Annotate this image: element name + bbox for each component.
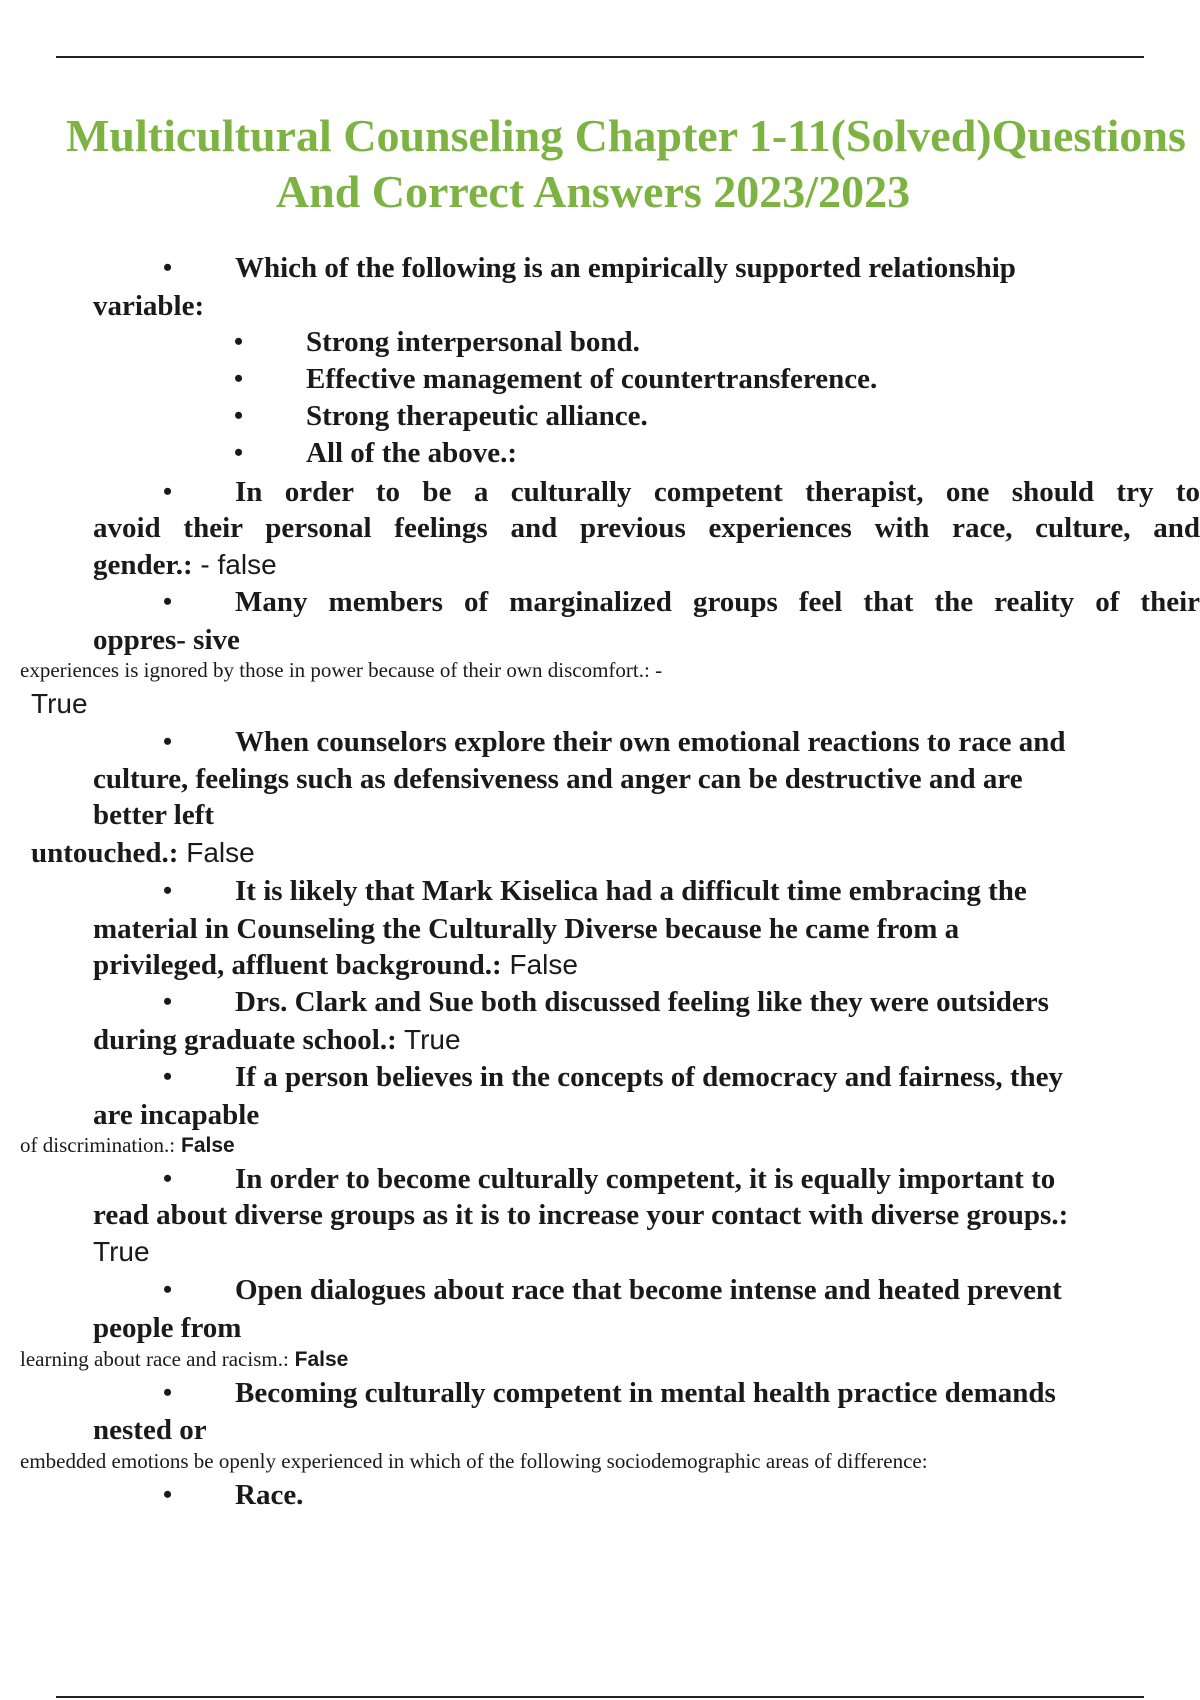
bullet-icon: • (163, 987, 173, 1016)
q6-answer: True (396, 1024, 461, 1055)
bullet-icon: • (163, 1164, 173, 1193)
top-rule (56, 56, 1144, 58)
bullet-icon: • (163, 587, 173, 616)
q5-answer: False (501, 949, 578, 980)
q8-answer: True (93, 1236, 150, 1267)
q1-line-2: variable: (93, 290, 205, 322)
q1-line-1: Which of the following is an empirically supported relationship (235, 252, 1016, 284)
q10-line-2: nested or (93, 1414, 207, 1446)
q4-line-4-text: untouched.: (31, 837, 179, 869)
q9-answer: False (288, 1348, 349, 1371)
q2-line-2: avoid their personal feelings and previous experiences with race, culture, and (93, 512, 1200, 544)
q10-line-3: embedded emotions be openly experienced in which of the following sociodemographic areas of difference: (20, 1449, 928, 1473)
q1-option-2: Effective management of countertransference. (306, 363, 878, 395)
q6-line-1: Drs. Clark and Sue both discussed feeling like they were outsiders (235, 986, 1049, 1018)
q9-line-1: Open dialogues about race that become intense and heated prevent (235, 1274, 1062, 1306)
q7-line-2: are incapable (93, 1099, 260, 1131)
bullet-icon: • (163, 1275, 173, 1304)
q7-line-3 (20, 1132, 235, 1159)
q5-line-2: material in Counseling the Culturally Diverse because he came from a (93, 913, 960, 945)
q2-answer: - false (192, 549, 277, 580)
q2-line-1: In order to be a culturally competent therapist, one should try to (235, 476, 1200, 508)
q4-line-1: When counselors explore their own emotional reactions to race and (235, 726, 1066, 758)
q3-line-1: Many members of marginalized groups feel that the reality of their (235, 586, 1200, 618)
q3-line-3: experiences is ignored by those in power because of their own discomfort.: - (20, 658, 663, 682)
q5-line-3 (93, 947, 578, 983)
q3-line-2: oppres- sive (93, 624, 240, 656)
q9-line-2: people from (93, 1312, 242, 1344)
bullet-icon: • (234, 327, 244, 356)
bullet-icon: • (163, 253, 173, 282)
q7-answer: False (175, 1134, 235, 1157)
q3-answer: True (31, 688, 88, 719)
bullet-icon: • (234, 438, 244, 467)
q6-line-2 (93, 1022, 461, 1058)
q5-line-1: It is likely that Mark Kiselica had a difficult time embracing the (235, 875, 1027, 907)
q2-line-3 (93, 547, 277, 583)
bullet-icon: • (163, 1062, 173, 1091)
q5-line-3-text: privileged, affluent background.: (93, 949, 502, 981)
q4-line-2: culture, feelings such as defensiveness and anger can be destructive and are (93, 763, 1023, 795)
bullet-icon: • (163, 477, 173, 506)
q1-option-3: Strong therapeutic alliance. (306, 400, 648, 432)
bottom-rule (56, 1696, 1144, 1698)
bullet-icon: • (163, 1480, 173, 1509)
q1-option-4: All of the above.: (306, 437, 518, 469)
document-title (0, 108, 1200, 220)
q9-line-3-text: learning about race and racism.: (20, 1347, 289, 1371)
q2-line-3-text: gender.: (93, 549, 193, 581)
bullet-icon: • (163, 876, 173, 905)
title-line-2: And Correct Answers 2023/2023 (275, 166, 911, 217)
q4-line-3: better left (93, 799, 215, 831)
q7-line-1: If a person believes in the concepts of democracy and fairness, they (235, 1061, 1064, 1093)
q8-line-2: read about diverse groups as it is to increase your contact with diverse groups.: (93, 1199, 1069, 1231)
q10-option-1: Race. (235, 1479, 304, 1511)
q8-line-1: In order to become culturally competent, it is equally important to (235, 1163, 1056, 1195)
q10-line-1: Becoming culturally competent in mental health practice demands (235, 1377, 1056, 1409)
bullet-icon: • (234, 401, 244, 430)
q6-line-2-text: during graduate school.: (93, 1024, 397, 1056)
q7-line-3-text: of discrimination.: (20, 1133, 176, 1157)
bullet-icon: • (163, 1378, 173, 1407)
title-line-1: Multicultural Counseling Chapter 1-11(Solved)Questions (66, 110, 1186, 161)
q4-answer: False (178, 837, 255, 868)
q1-option-1: Strong interpersonal bond. (306, 326, 640, 358)
bullet-icon: • (163, 727, 173, 756)
bullet-icon: • (234, 364, 244, 393)
q4-line-4 (31, 835, 255, 871)
q9-line-3 (20, 1346, 348, 1373)
